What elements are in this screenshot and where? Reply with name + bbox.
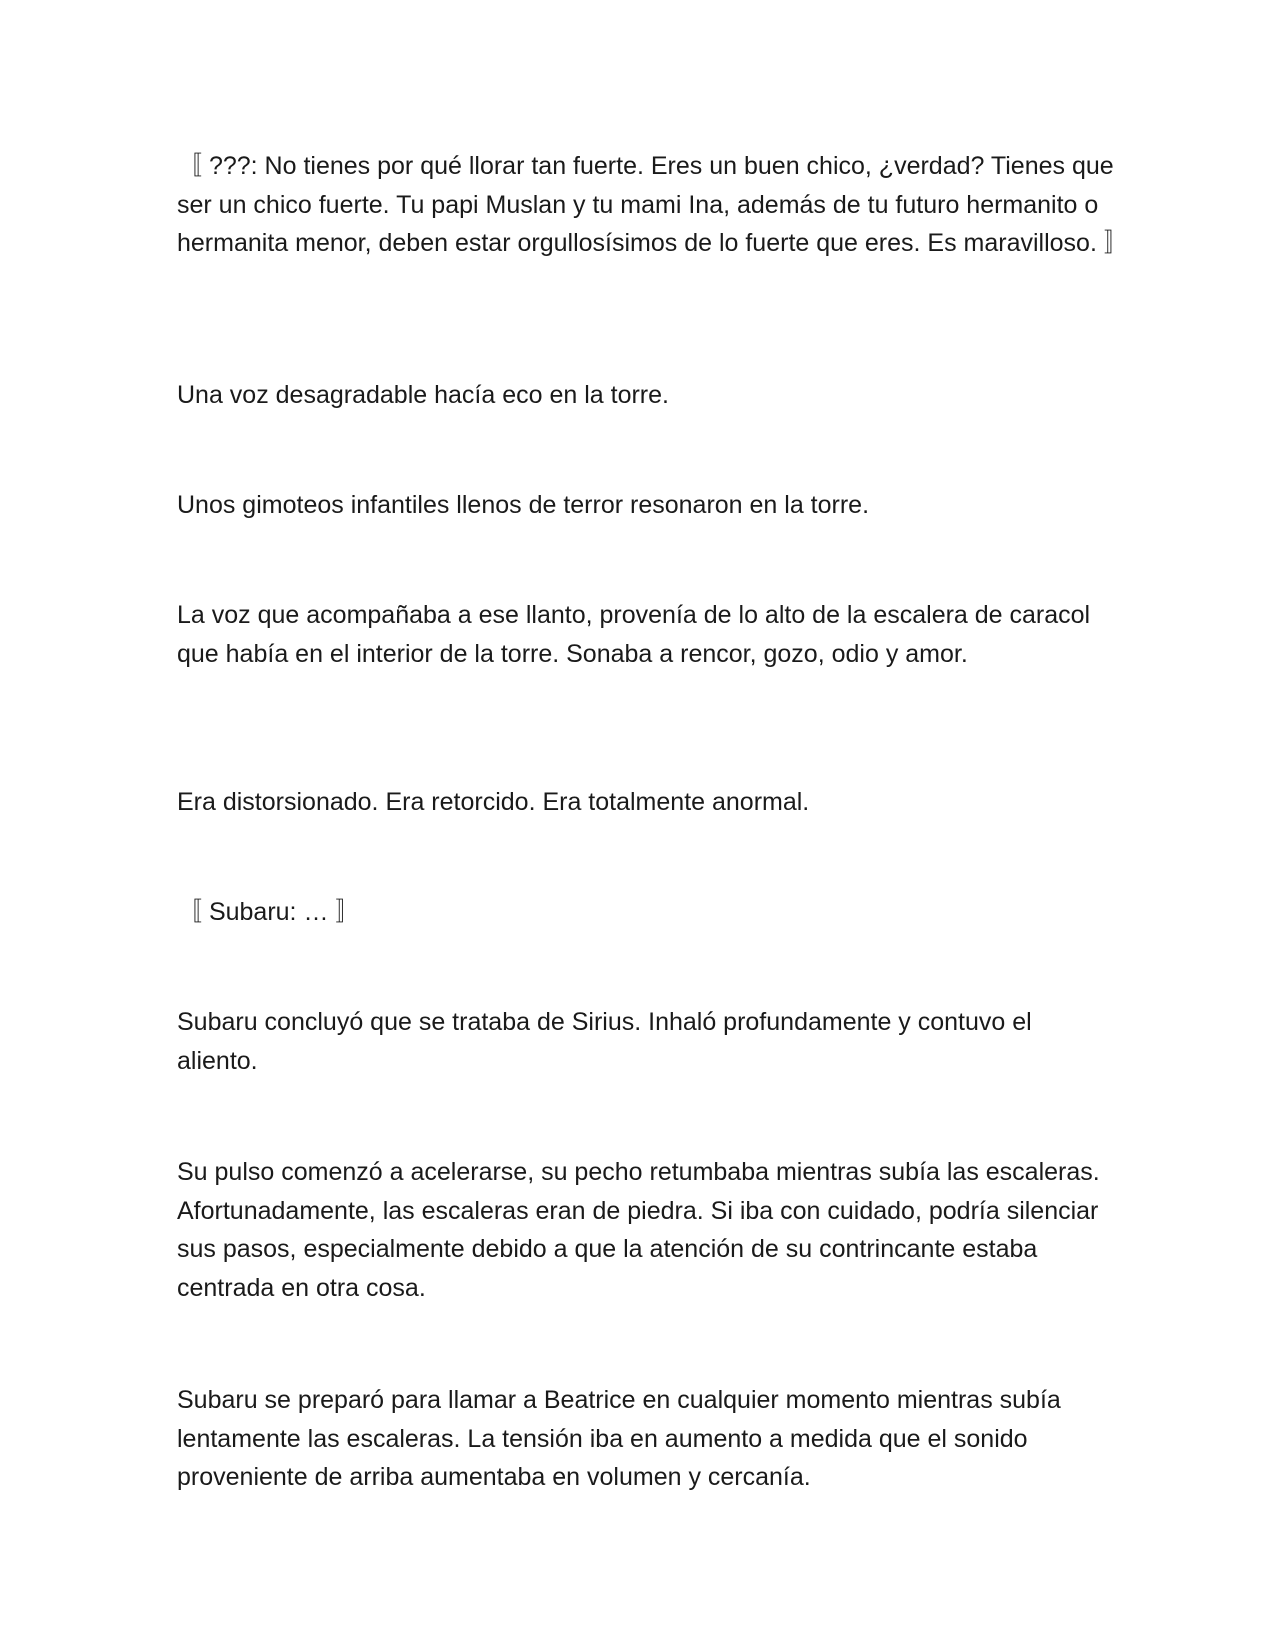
paragraph: Unos gimoteos infantiles llenos de terror resonaron en la torre. bbox=[177, 491, 870, 519]
paragraph: Era distorsionado. Era retorcido. Era totalmente anormal. bbox=[177, 788, 810, 816]
paragraph: Subaru concluyó que se trataba de Sirius. Inhaló profundamente y contuvo el aliento. bbox=[177, 1008, 1032, 1075]
paragraph: Subaru se preparó para llamar a Beatrice en cualquier momento mientras subía lentamente las escaleras. La tensión iba en aumento a medida que el sonido proveniente de arriba aumentaba en volumen y cercanía. bbox=[177, 1386, 1061, 1491]
paragraph-dialogue-unknown: 〚 ???: No tienes por qué llorar tan fuerte. Eres un buen chico, ¿verdad? Tienes que ser un chico fuerte. Tu papi Muslan y tu mami Ina, además de tu futuro hermanito o hermanita menor, deben estar orgullosísimos de lo fuerte que eres. Es maravilloso. 〛 bbox=[177, 152, 1129, 257]
paragraph: Su pulso comenzó a acelerarse, su pecho retumbaba mientras subía las escaleras. Afortunadamente, las escaleras eran de piedra. Si iba con cuidado, podría silenciar sus pasos, especialmente debido a que la atención de su contrincante estaba centrada en otra cosa. bbox=[177, 1158, 1100, 1302]
paragraph: La voz que acompañaba a ese llanto, provenía de lo alto de la escalera de caracol que había en el interior de la torre. Sonaba a rencor, gozo, odio y amor. bbox=[177, 601, 1091, 668]
paragraph: Una voz desagradable hacía eco en la torre. bbox=[177, 381, 669, 409]
paragraph-dialogue-subaru: 〚 Subaru: … 〛 bbox=[177, 898, 361, 926]
